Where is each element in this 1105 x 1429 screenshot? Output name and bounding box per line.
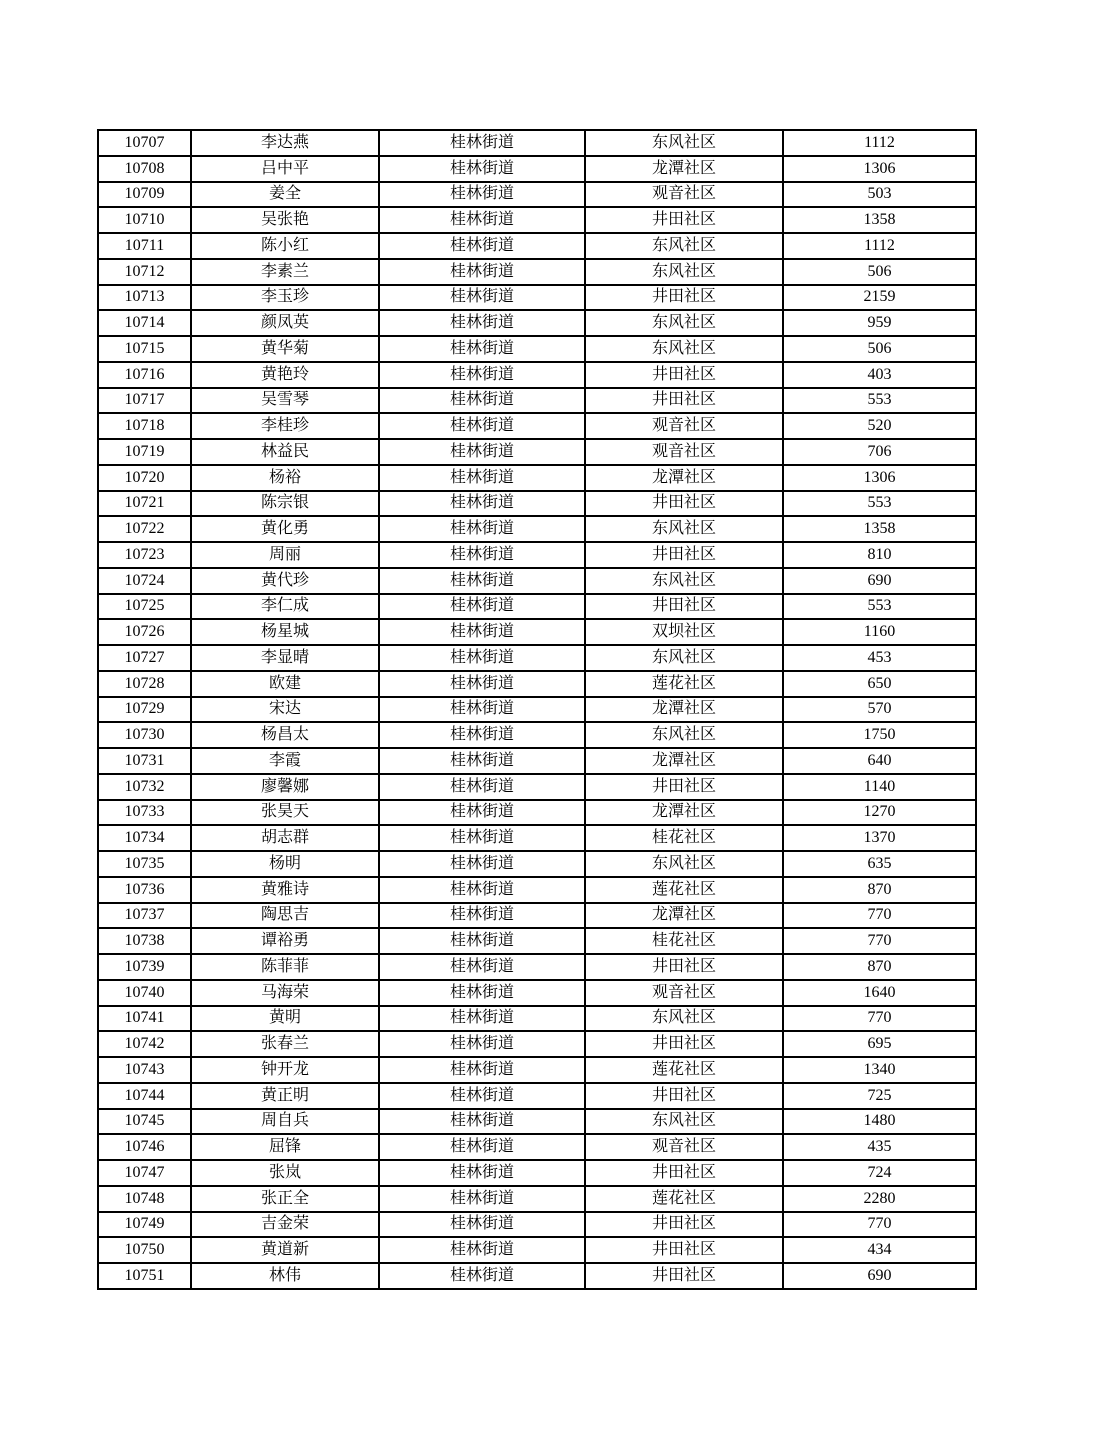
table-row	[98, 928, 976, 954]
cell-community: 观音社区	[585, 439, 783, 465]
table-row	[98, 1006, 976, 1032]
cell-street: 桂林街道	[379, 465, 585, 491]
cell-street: 桂林街道	[379, 516, 585, 542]
table-row	[98, 1237, 976, 1263]
table-row	[98, 310, 976, 336]
cell-id: 10720	[98, 465, 191, 491]
cell-street: 桂林街道	[379, 310, 585, 336]
cell-id: 10734	[98, 825, 191, 851]
roster-table-body	[98, 130, 976, 1289]
cell-street: 桂林街道	[379, 619, 585, 645]
cell-community: 莲花社区	[585, 671, 783, 697]
cell-id: 10727	[98, 645, 191, 671]
cell-id: 10739	[98, 954, 191, 980]
cell-community: 井田社区	[585, 1212, 783, 1238]
cell-id: 10724	[98, 568, 191, 594]
cell-name: 欧建	[191, 671, 379, 697]
cell-name: 吴雪琴	[191, 388, 379, 414]
cell-street: 桂林街道	[379, 1237, 585, 1263]
table-row	[98, 233, 976, 259]
table-row	[98, 259, 976, 285]
cell-value: 650	[783, 671, 976, 697]
cell-street: 桂林街道	[379, 413, 585, 439]
cell-street: 桂林街道	[379, 903, 585, 929]
cell-street: 桂林街道	[379, 1083, 585, 1109]
cell-community: 东风社区	[585, 336, 783, 362]
cell-community: 观音社区	[585, 980, 783, 1006]
cell-street: 桂林街道	[379, 928, 585, 954]
cell-value: 959	[783, 310, 976, 336]
cell-community: 东风社区	[585, 568, 783, 594]
cell-name: 黄明	[191, 1006, 379, 1032]
cell-id: 10749	[98, 1212, 191, 1238]
cell-street: 桂林街道	[379, 671, 585, 697]
table-row	[98, 722, 976, 748]
cell-community: 东风社区	[585, 1109, 783, 1135]
table-row	[98, 877, 976, 903]
cell-value: 725	[783, 1083, 976, 1109]
cell-community: 井田社区	[585, 774, 783, 800]
cell-community: 井田社区	[585, 594, 783, 620]
cell-name: 吉金荣	[191, 1212, 379, 1238]
cell-name: 李素兰	[191, 259, 379, 285]
cell-id: 10710	[98, 207, 191, 233]
table-row	[98, 800, 976, 826]
cell-community: 井田社区	[585, 1031, 783, 1057]
cell-community: 龙潭社区	[585, 800, 783, 826]
table-row	[98, 1031, 976, 1057]
cell-name: 姜全	[191, 182, 379, 208]
cell-id: 10711	[98, 233, 191, 259]
cell-value: 1160	[783, 619, 976, 645]
cell-name: 陈菲菲	[191, 954, 379, 980]
table-row	[98, 362, 976, 388]
table-row	[98, 439, 976, 465]
cell-community: 龙潭社区	[585, 156, 783, 182]
cell-name: 陈小红	[191, 233, 379, 259]
table-row	[98, 465, 976, 491]
cell-value: 706	[783, 439, 976, 465]
cell-street: 桂林街道	[379, 259, 585, 285]
cell-name: 黄艳玲	[191, 362, 379, 388]
cell-street: 桂林街道	[379, 285, 585, 311]
cell-community: 莲花社区	[585, 877, 783, 903]
cell-street: 桂林街道	[379, 645, 585, 671]
cell-name: 吕中平	[191, 156, 379, 182]
cell-street: 桂林街道	[379, 1212, 585, 1238]
cell-name: 屈锋	[191, 1134, 379, 1160]
cell-community: 龙潭社区	[585, 903, 783, 929]
cell-name: 杨昌太	[191, 722, 379, 748]
table-row	[98, 130, 976, 156]
table-row	[98, 748, 976, 774]
cell-street: 桂林街道	[379, 233, 585, 259]
table-row	[98, 697, 976, 723]
cell-street: 桂林街道	[379, 1263, 585, 1289]
cell-value: 570	[783, 697, 976, 723]
cell-name: 黄代珍	[191, 568, 379, 594]
cell-community: 东风社区	[585, 516, 783, 542]
cell-id: 10738	[98, 928, 191, 954]
cell-name: 马海荣	[191, 980, 379, 1006]
cell-value: 1358	[783, 516, 976, 542]
cell-community: 东风社区	[585, 310, 783, 336]
cell-id: 10714	[98, 310, 191, 336]
cell-name: 李玉珍	[191, 285, 379, 311]
cell-street: 桂林街道	[379, 130, 585, 156]
cell-value: 506	[783, 259, 976, 285]
cell-value: 1306	[783, 156, 976, 182]
table-row	[98, 1160, 976, 1186]
cell-street: 桂林街道	[379, 1006, 585, 1032]
cell-value: 553	[783, 491, 976, 517]
cell-value: 640	[783, 748, 976, 774]
cell-street: 桂林街道	[379, 362, 585, 388]
cell-community: 桂花社区	[585, 825, 783, 851]
cell-value: 2159	[783, 285, 976, 311]
cell-community: 井田社区	[585, 491, 783, 517]
cell-community: 观音社区	[585, 413, 783, 439]
cell-id: 10715	[98, 336, 191, 362]
cell-value: 506	[783, 336, 976, 362]
table-row	[98, 671, 976, 697]
cell-id: 10718	[98, 413, 191, 439]
cell-name: 张正全	[191, 1186, 379, 1212]
cell-community: 井田社区	[585, 362, 783, 388]
cell-name: 吴张艳	[191, 207, 379, 233]
cell-id: 10729	[98, 697, 191, 723]
cell-community: 井田社区	[585, 1237, 783, 1263]
cell-id: 10743	[98, 1057, 191, 1083]
cell-value: 1750	[783, 722, 976, 748]
cell-name: 谭裕勇	[191, 928, 379, 954]
cell-street: 桂林街道	[379, 877, 585, 903]
cell-value: 724	[783, 1160, 976, 1186]
cell-id: 10741	[98, 1006, 191, 1032]
cell-name: 林益民	[191, 439, 379, 465]
cell-id: 10735	[98, 851, 191, 877]
cell-street: 桂林街道	[379, 1057, 585, 1083]
cell-community: 东风社区	[585, 645, 783, 671]
cell-name: 林伟	[191, 1263, 379, 1289]
cell-name: 宋达	[191, 697, 379, 723]
cell-id: 10707	[98, 130, 191, 156]
table-row	[98, 774, 976, 800]
cell-value: 2280	[783, 1186, 976, 1212]
cell-value: 1340	[783, 1057, 976, 1083]
cell-id: 10721	[98, 491, 191, 517]
cell-street: 桂林街道	[379, 722, 585, 748]
cell-id: 10742	[98, 1031, 191, 1057]
cell-id: 10717	[98, 388, 191, 414]
cell-name: 黄道新	[191, 1237, 379, 1263]
cell-street: 桂林街道	[379, 1160, 585, 1186]
cell-community: 东风社区	[585, 130, 783, 156]
table-row	[98, 285, 976, 311]
table-row	[98, 388, 976, 414]
cell-value: 770	[783, 1212, 976, 1238]
cell-value: 770	[783, 928, 976, 954]
cell-id: 10747	[98, 1160, 191, 1186]
cell-name: 李显晴	[191, 645, 379, 671]
cell-street: 桂林街道	[379, 439, 585, 465]
cell-name: 颜凤英	[191, 310, 379, 336]
cell-value: 1140	[783, 774, 976, 800]
cell-community: 井田社区	[585, 1160, 783, 1186]
cell-community: 龙潭社区	[585, 465, 783, 491]
cell-value: 434	[783, 1237, 976, 1263]
cell-id: 10748	[98, 1186, 191, 1212]
cell-name: 陈宗银	[191, 491, 379, 517]
cell-id: 10730	[98, 722, 191, 748]
cell-value: 870	[783, 877, 976, 903]
cell-street: 桂林街道	[379, 748, 585, 774]
cell-value: 690	[783, 1263, 976, 1289]
table-row	[98, 954, 976, 980]
cell-value: 1112	[783, 130, 976, 156]
cell-community: 双坝社区	[585, 619, 783, 645]
cell-value: 695	[783, 1031, 976, 1057]
cell-name: 黄化勇	[191, 516, 379, 542]
cell-value: 770	[783, 903, 976, 929]
cell-id: 10722	[98, 516, 191, 542]
cell-community: 龙潭社区	[585, 697, 783, 723]
cell-name: 李桂珍	[191, 413, 379, 439]
cell-street: 桂林街道	[379, 207, 585, 233]
table-row	[98, 645, 976, 671]
cell-community: 井田社区	[585, 285, 783, 311]
table-row	[98, 336, 976, 362]
table-row	[98, 1186, 976, 1212]
cell-community: 井田社区	[585, 1083, 783, 1109]
cell-street: 桂林街道	[379, 1134, 585, 1160]
table-row	[98, 1212, 976, 1238]
cell-name: 黄正明	[191, 1083, 379, 1109]
cell-street: 桂林街道	[379, 388, 585, 414]
cell-id: 10733	[98, 800, 191, 826]
cell-community: 观音社区	[585, 1134, 783, 1160]
cell-street: 桂林街道	[379, 156, 585, 182]
cell-name: 张岚	[191, 1160, 379, 1186]
table-row	[98, 1134, 976, 1160]
cell-name: 胡志群	[191, 825, 379, 851]
cell-street: 桂林街道	[379, 980, 585, 1006]
cell-street: 桂林街道	[379, 697, 585, 723]
cell-community: 井田社区	[585, 954, 783, 980]
cell-name: 黄华菊	[191, 336, 379, 362]
table-row	[98, 1263, 976, 1289]
cell-value: 403	[783, 362, 976, 388]
cell-community: 观音社区	[585, 182, 783, 208]
cell-street: 桂林街道	[379, 851, 585, 877]
roster-table	[97, 129, 977, 1290]
cell-street: 桂林街道	[379, 542, 585, 568]
cell-value: 1640	[783, 980, 976, 1006]
cell-street: 桂林街道	[379, 954, 585, 980]
cell-street: 桂林街道	[379, 594, 585, 620]
cell-community: 井田社区	[585, 1263, 783, 1289]
cell-id: 10726	[98, 619, 191, 645]
cell-value: 435	[783, 1134, 976, 1160]
table-row	[98, 903, 976, 929]
table-row	[98, 1057, 976, 1083]
cell-street: 桂林街道	[379, 491, 585, 517]
cell-community: 东风社区	[585, 851, 783, 877]
cell-street: 桂林街道	[379, 568, 585, 594]
cell-street: 桂林街道	[379, 774, 585, 800]
cell-name: 杨星城	[191, 619, 379, 645]
cell-name: 张昊天	[191, 800, 379, 826]
cell-id: 10745	[98, 1109, 191, 1135]
table-row	[98, 851, 976, 877]
cell-community: 井田社区	[585, 388, 783, 414]
cell-id: 10732	[98, 774, 191, 800]
table-row	[98, 182, 976, 208]
cell-name: 黄雅诗	[191, 877, 379, 903]
cell-value: 810	[783, 542, 976, 568]
table-row	[98, 568, 976, 594]
cell-id: 10709	[98, 182, 191, 208]
cell-value: 1270	[783, 800, 976, 826]
cell-value: 1112	[783, 233, 976, 259]
cell-id: 10737	[98, 903, 191, 929]
table-row	[98, 980, 976, 1006]
cell-name: 李仁成	[191, 594, 379, 620]
cell-community: 东风社区	[585, 233, 783, 259]
cell-value: 690	[783, 568, 976, 594]
cell-street: 桂林街道	[379, 1109, 585, 1135]
table-row	[98, 825, 976, 851]
cell-value: 1306	[783, 465, 976, 491]
cell-street: 桂林街道	[379, 1031, 585, 1057]
cell-value: 553	[783, 388, 976, 414]
cell-id: 10712	[98, 259, 191, 285]
cell-value: 553	[783, 594, 976, 620]
cell-value: 503	[783, 182, 976, 208]
cell-community: 井田社区	[585, 207, 783, 233]
cell-community: 东风社区	[585, 722, 783, 748]
cell-id: 10719	[98, 439, 191, 465]
cell-community: 东风社区	[585, 1006, 783, 1032]
cell-street: 桂林街道	[379, 800, 585, 826]
cell-street: 桂林街道	[379, 1186, 585, 1212]
cell-name: 廖馨娜	[191, 774, 379, 800]
cell-name: 周自兵	[191, 1109, 379, 1135]
cell-name: 李达燕	[191, 130, 379, 156]
cell-name: 杨裕	[191, 465, 379, 491]
cell-id: 10713	[98, 285, 191, 311]
cell-id: 10728	[98, 671, 191, 697]
table-sheet	[97, 129, 977, 1290]
table-row	[98, 1083, 976, 1109]
cell-name: 周丽	[191, 542, 379, 568]
cell-community: 莲花社区	[585, 1057, 783, 1083]
cell-id: 10744	[98, 1083, 191, 1109]
cell-community: 东风社区	[585, 259, 783, 285]
cell-street: 桂林街道	[379, 182, 585, 208]
cell-community: 莲花社区	[585, 1186, 783, 1212]
cell-id: 10723	[98, 542, 191, 568]
cell-street: 桂林街道	[379, 825, 585, 851]
cell-value: 520	[783, 413, 976, 439]
cell-id: 10716	[98, 362, 191, 388]
cell-name: 杨明	[191, 851, 379, 877]
cell-id: 10736	[98, 877, 191, 903]
cell-community: 桂花社区	[585, 928, 783, 954]
cell-value: 453	[783, 645, 976, 671]
cell-id: 10731	[98, 748, 191, 774]
cell-name: 李霞	[191, 748, 379, 774]
cell-id: 10740	[98, 980, 191, 1006]
table-row	[98, 491, 976, 517]
cell-name: 张春兰	[191, 1031, 379, 1057]
cell-value: 870	[783, 954, 976, 980]
cell-id: 10746	[98, 1134, 191, 1160]
table-row	[98, 1109, 976, 1135]
cell-id: 10725	[98, 594, 191, 620]
table-row	[98, 207, 976, 233]
cell-value: 1370	[783, 825, 976, 851]
table-row	[98, 413, 976, 439]
cell-community: 井田社区	[585, 542, 783, 568]
cell-street: 桂林街道	[379, 336, 585, 362]
cell-value: 1480	[783, 1109, 976, 1135]
cell-community: 龙潭社区	[585, 748, 783, 774]
cell-value: 635	[783, 851, 976, 877]
cell-value: 770	[783, 1006, 976, 1032]
cell-id: 10708	[98, 156, 191, 182]
table-row	[98, 619, 976, 645]
table-row	[98, 516, 976, 542]
cell-id: 10751	[98, 1263, 191, 1289]
table-row	[98, 542, 976, 568]
table-row	[98, 156, 976, 182]
cell-value: 1358	[783, 207, 976, 233]
cell-name: 钟开龙	[191, 1057, 379, 1083]
cell-id: 10750	[98, 1237, 191, 1263]
cell-name: 陶思吉	[191, 903, 379, 929]
table-row	[98, 594, 976, 620]
